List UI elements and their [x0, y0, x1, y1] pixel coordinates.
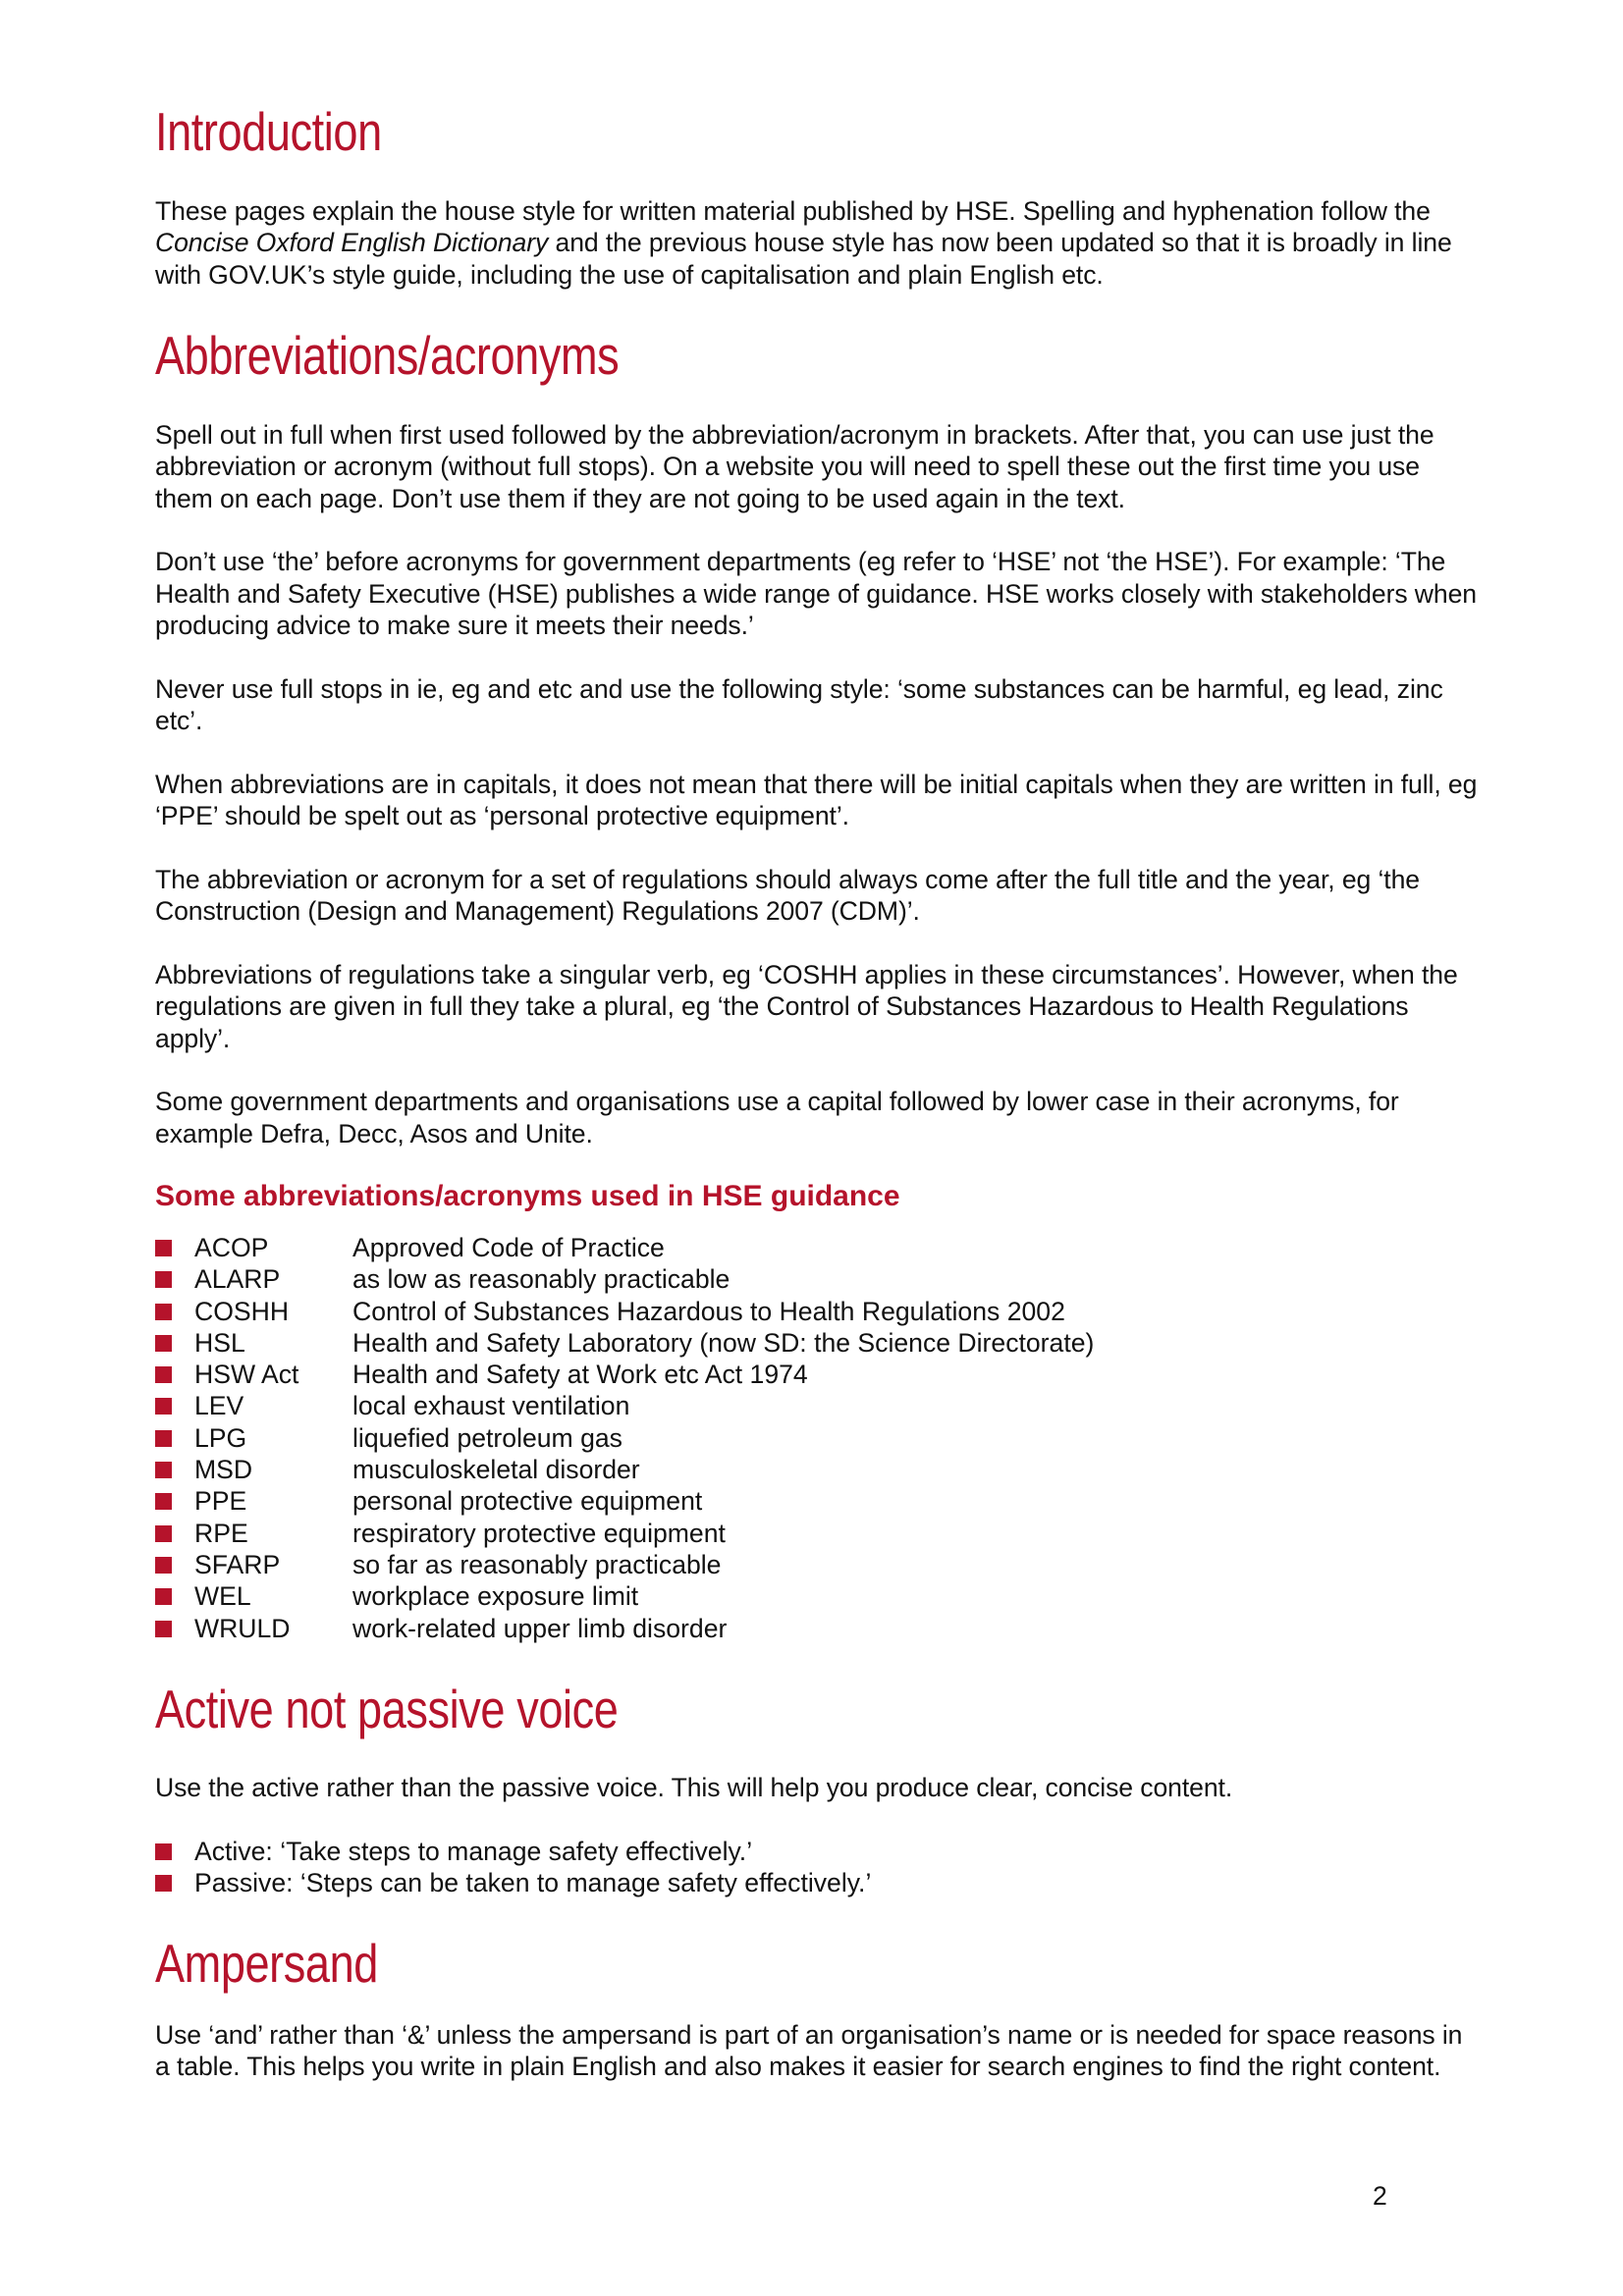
square-bullet-icon: [155, 1304, 172, 1320]
abbreviation: HSW Act: [194, 1360, 299, 1390]
list-item: [155, 1613, 1481, 1644]
abbreviation-meaning: respiratory protective equipment: [352, 1518, 726, 1548]
list-item: [155, 1454, 1481, 1485]
abbreviation: WRULD: [194, 1613, 291, 1643]
abbreviation-meaning: Control of Substances Hazardous to Health Regulations 2002: [352, 1296, 1065, 1326]
abbreviation: LPG: [194, 1422, 247, 1453]
heading-abbreviations: Abbreviations/acronyms: [155, 325, 620, 386]
abbreviation-meaning: as low as reasonably practicable: [352, 1264, 730, 1295]
abbreviation-meaning: so far as reasonably practicable: [352, 1549, 722, 1579]
abbreviations-paragraph: Abbreviations of regulations take a singular verb, eg ‘COSHH applies in these circumstances’. However, when the regulations are given in full they take a plural, eg ‘the Control of Substances Hazardous to Health Regulations apply’.: [155, 959, 1458, 1053]
abbreviation-meaning: work-related upper limb disorder: [352, 1613, 728, 1643]
list-item: [155, 1232, 1481, 1263]
square-bullet-icon: [155, 1843, 172, 1860]
square-bullet-icon: [155, 1398, 172, 1415]
list-item: [155, 1263, 1481, 1295]
square-bullet-icon: [155, 1493, 172, 1510]
square-bullet-icon: [155, 1557, 172, 1574]
heading-introduction: Introduction: [155, 101, 382, 162]
square-bullet-icon: [155, 1271, 172, 1288]
list-item: [155, 1422, 1481, 1454]
abbreviation-meaning: workplace exposure limit: [352, 1581, 639, 1612]
abbreviation: WEL: [194, 1581, 251, 1612]
example-text: Active: ‘Take steps to manage safety effectively.’: [194, 1836, 753, 1866]
abbreviation: HSL: [194, 1327, 245, 1358]
abbreviation-meaning: Health and Safety at Work etc Act 1974: [352, 1360, 808, 1390]
active-voice-paragraph: Use the active rather than the passive voice. This will help you produce clear, concise content.: [155, 1773, 1233, 1803]
list-item: [155, 1390, 1481, 1421]
example-text: Passive: ‘Steps can be taken to manage safety effectively.’: [194, 1868, 872, 1898]
abbreviations-paragraph: When abbreviations are in capitals, it does not mean that there will be initial capitals when they are written in full, eg ‘PPE’ should be spelt out as ‘personal protective equipment’.: [155, 769, 1478, 830]
introduction-paragraph: [155, 195, 1481, 292]
abbreviation: ACOP: [194, 1233, 269, 1262]
abbreviations-paragraph: Never use full stops in ie, eg and etc and use the following style: ‘some substances can be harmful, eg lead, zinc etc’.: [155, 673, 1443, 735]
active-voice-list: [155, 1836, 1481, 1899]
square-bullet-icon: [155, 1366, 172, 1383]
abbreviation: MSD: [194, 1455, 253, 1485]
heading-ampersand: Ampersand: [155, 1933, 378, 1995]
list-item: [155, 1327, 1481, 1359]
abbreviation: ALARP: [194, 1264, 281, 1295]
abbreviation: COSHH: [194, 1296, 290, 1326]
list-item: [155, 1867, 1481, 1898]
square-bullet-icon: [155, 1875, 172, 1892]
square-bullet-icon: [155, 1335, 172, 1352]
dictionary-title: Concise Oxford English Dictionary: [155, 228, 549, 257]
abbreviation: LEV: [194, 1391, 244, 1421]
square-bullet-icon: [155, 1430, 172, 1447]
abbreviation-meaning: local exhaust ventilation: [352, 1391, 630, 1421]
abbreviations-paragraph: Don’t use ‘the’ before acronyms for government departments (eg refer to ‘HSE’ not ‘the HSE’). For example: ‘The Health and Safety Executive (HSE) publishes a wide range of guidance. HSE works closely with stakeholders when producing advice to make sure it meets their needs.’: [155, 547, 1477, 640]
list-item: [155, 1518, 1481, 1549]
abbreviations-paragraph: Spell out in full when first used followed by the abbreviation/acronym in brackets. After that, you can use just the abbreviation or acronym (without full stops). On a website you will need to spell these out the first time you use them on each page. Don’t use them if they are not going to be used again in the text.: [155, 419, 1434, 513]
abbreviations-list-heading: Some abbreviations/acronyms used in HSE guidance: [155, 1180, 900, 1212]
abbreviation: SFARP: [194, 1549, 281, 1579]
abbreviation-meaning: Health and Safety Laboratory (now SD: the Science Directorate): [352, 1327, 1095, 1358]
abbreviation-meaning: personal protective equipment: [352, 1486, 703, 1517]
page-number: 2: [1373, 2181, 1387, 2211]
list-item: [155, 1836, 1481, 1867]
abbreviations-paragraph: Some government departments and organisations use a capital followed by lower case in their acronyms, for example Defra, Decc, Asos and Unite.: [155, 1087, 1399, 1148]
square-bullet-icon: [155, 1588, 172, 1605]
abbreviation: PPE: [194, 1486, 247, 1517]
heading-active-voice: Active not passive voice: [155, 1678, 619, 1739]
square-bullet-icon: [155, 1621, 172, 1637]
square-bullet-icon: [155, 1525, 172, 1542]
abbreviation: RPE: [194, 1518, 248, 1548]
square-bullet-icon: [155, 1462, 172, 1478]
abbreviation-meaning: musculoskeletal disorder: [352, 1455, 640, 1485]
abbreviations-paragraph: The abbreviation or acronym for a set of regulations should always come after the full title and the year, eg ‘the Construction (Design and Management) Regulations 2007 (CDM)’.: [155, 864, 1420, 926]
list-item: [155, 1485, 1481, 1517]
ampersand-paragraph: Use ‘and’ rather than ‘&’ unless the ampersand is part of an organisation’s name or is needed for space reasons in a table. This helps you write in plain English and also makes it easier for search engines to find the right content.: [155, 2019, 1463, 2082]
list-item: [155, 1549, 1481, 1580]
introduction-text-part1: These pages explain the house style for written material published by HSE. Spelling and hyphenation follow the: [155, 195, 1431, 226]
square-bullet-icon: [155, 1240, 172, 1256]
abbreviations-list: [155, 1232, 1481, 1644]
abbreviation-meaning: Approved Code of Practice: [352, 1233, 665, 1262]
document-page: [155, 102, 1481, 2083]
list-item: [155, 1296, 1481, 1327]
list-item: [155, 1580, 1481, 1612]
abbreviation-meaning: liquefied petroleum gas: [352, 1422, 622, 1453]
list-item: [155, 1359, 1481, 1390]
introduction-text-part2: and the previous house style has now been updated so that it is broadly in line with GOV.UK’s style guide, including the use of capitalisation and plain English etc.: [155, 228, 1452, 290]
